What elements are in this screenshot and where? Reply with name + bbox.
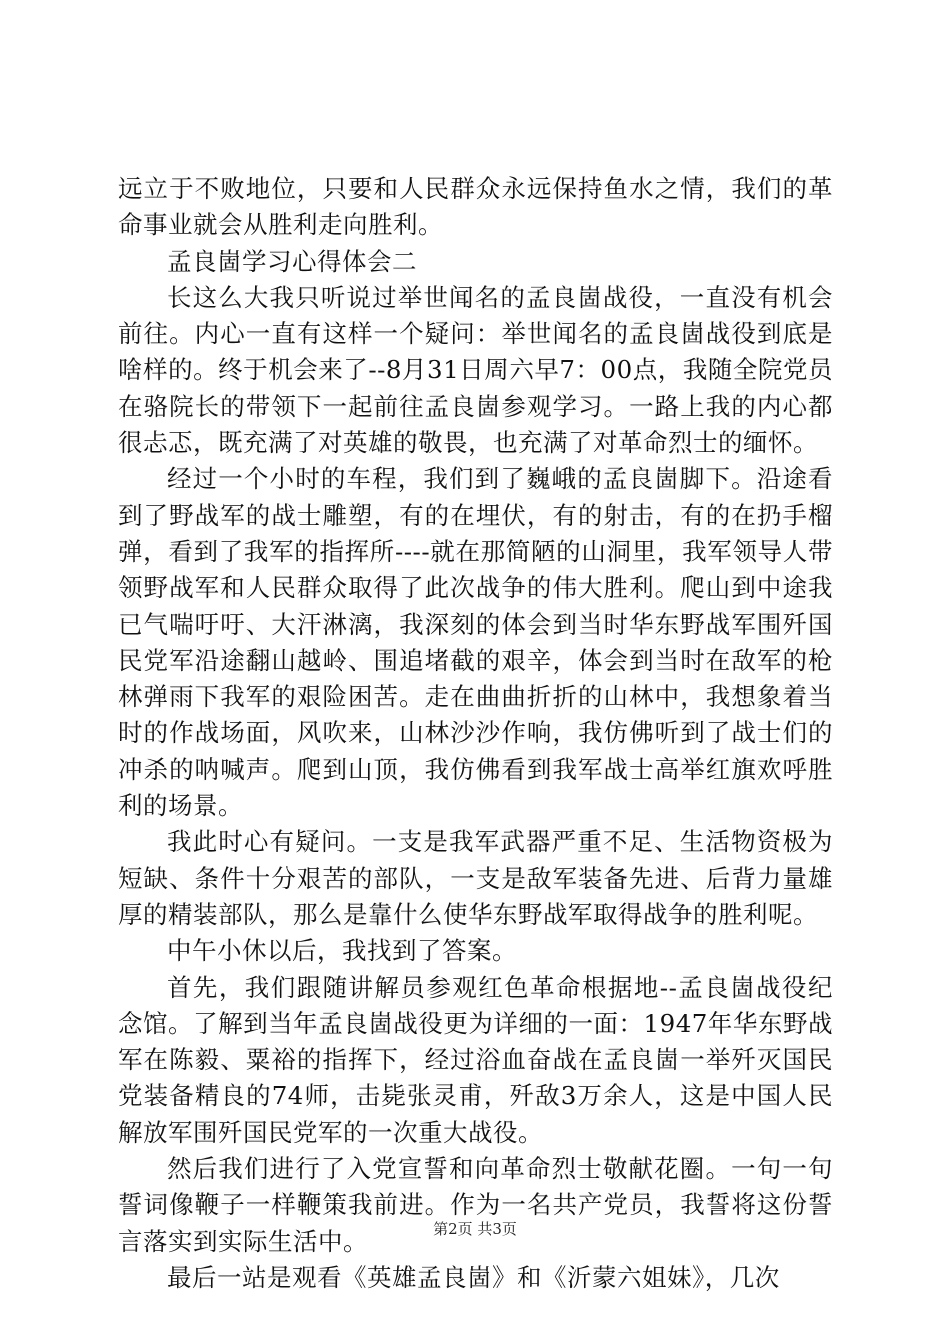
paragraph: 然后我们进行了入党宣誓和向革命烈士敬献花圈。一句一句誓词像鞭子一样鞭策我前进。作为一名共产党员，我誓将这份誓言落实到实际生活中。 [118, 1154, 833, 1256]
paragraph: 长这么大我只听说过举世闻名的孟良崮战役，一直没有机会前往。内心一直有这样一个疑问：举世闻名的孟良崮战役到底是啥样的。终于机会来了--8月31日周六早7：00点，我随全院党员在骆院长的带领下一起前往孟良崮参观学习。一路上我的内心都很忐忑，既充满了对英雄的敬畏，也充满了对革命烈士的缅怀。 [118, 282, 833, 458]
paragraph: 中午小休以后，我找到了答案。 [167, 936, 517, 966]
page-number-footer: 第2页 共3页 [433, 1220, 517, 1238]
document-body [118, 171, 833, 1296]
paragraph: 最后一站是观看《英雄孟良崮》和《沂蒙六姐妹》，几次 [167, 1262, 780, 1292]
paragraph: 远立于不败地位，只要和人民群众永远保持鱼水之情，我们的革命事业就会从胜利走向胜利。 [118, 174, 833, 240]
paragraph: 经过一个小时的车程，我们到了巍峨的孟良崮脚下。沿途看到了野战军的战士雕塑，有的在埋伏，有的射击，有的在扔手榴弹，看到了我军的指挥所----就在那简陋的山洞里，我军领导人带领野战军和人民群众取得了此次战争的伟大胜利。爬山到中途我已气喘吁吁、大汗淋漓，我深刻的体会到当时华东野战军围歼国民党军沿途翻山越岭、围追堵截的艰辛，体会到当时在敌军的枪林弹雨下我军的艰险困苦。走在曲曲折折的山林中，我想象着当时的作战场面，风吹来，山林沙沙作响，我仿佛听到了战士们的冲杀的呐喊声。爬到山顶，我仿佛看到我军战士高举红旗欢呼胜利的场景。 [118, 464, 833, 821]
paragraph: 我此时心有疑问。一支是我军武器严重不足、生活物资极为短缺、条件十分艰苦的部队，一支是敌军装备先进、后背力量雄厚的精装部队，那么是靠什么使华东野战军取得战争的胜利呢。 [118, 827, 833, 929]
paragraph: 首先，我们跟随讲解员参观红色革命根据地--孟良崮战役纪念馆。了解到当年孟良崮战役更为详细的一面：1947年华东野战军在陈毅、粟裕的指挥下，经过浴血奋战在孟良崮一举歼灭国民党装备精良的74师，击毙张灵甫，歼敌3万余人，这是中国人民解放军围歼国民党军的一次重大战役。 [118, 972, 833, 1147]
section-heading: 孟良崮学习心得体会二 [167, 246, 417, 276]
